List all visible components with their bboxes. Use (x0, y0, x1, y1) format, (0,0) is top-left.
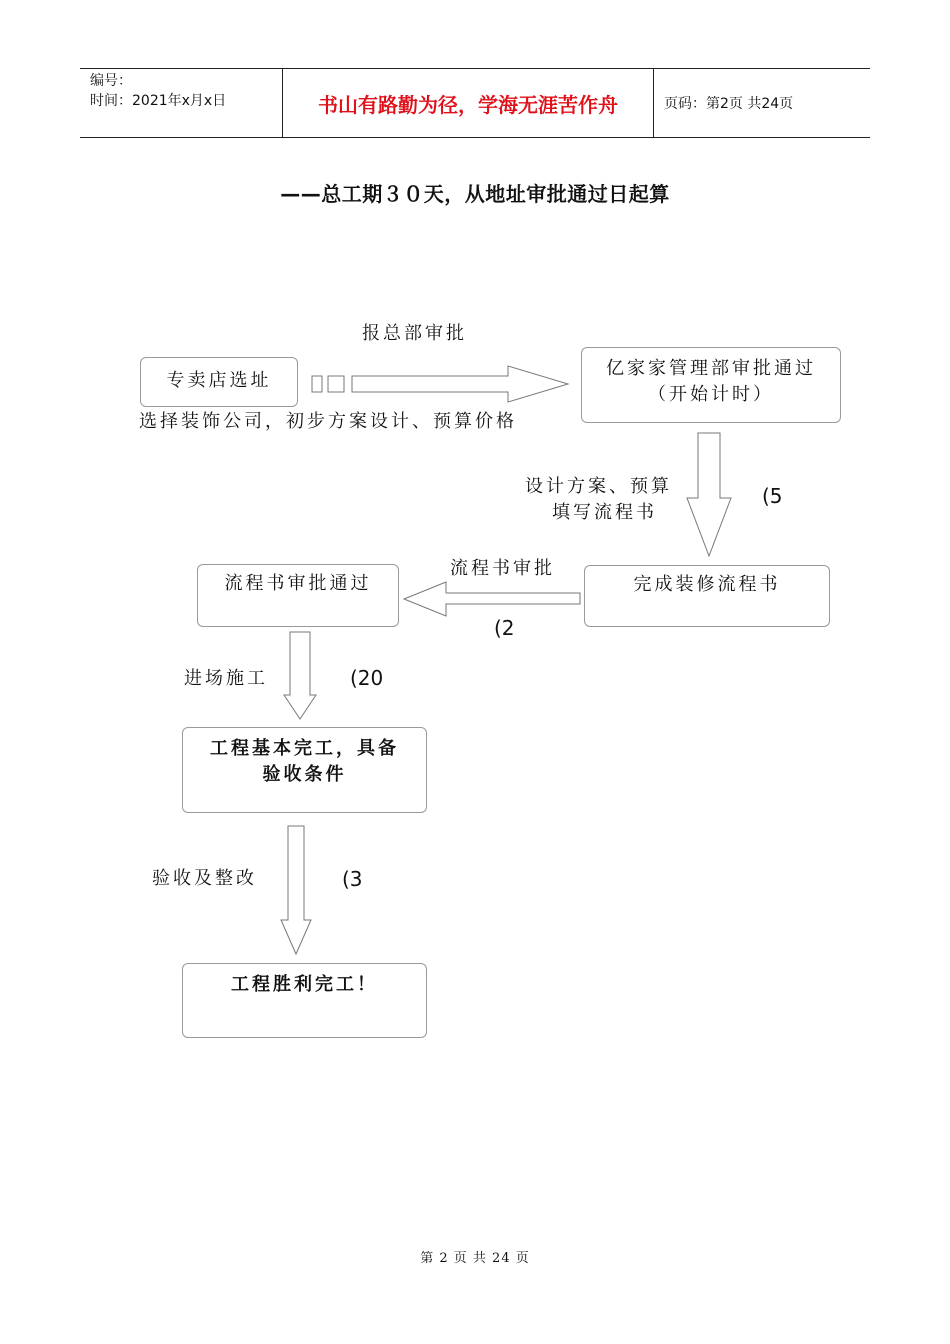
arrow-down (687, 433, 731, 556)
arrow-down (281, 826, 311, 954)
duration-5: (5 (762, 484, 783, 508)
number-label: 编号： (90, 73, 132, 89)
step-headquarters-approval (581, 347, 841, 423)
step-basic-completion-line1: 工程基本完工，具备 (210, 738, 399, 759)
date-label: 时间：2021年x月x日 (90, 93, 227, 109)
arrow-tail-square (312, 376, 322, 392)
step-complete-flow-book-text: 完成装修流程书 (633, 574, 781, 595)
note-select-decorator-text: 选择装饰公司，初步方案设计、预算价格 (139, 411, 517, 432)
arrow-left (404, 582, 580, 616)
arrow-tail-square (328, 376, 344, 392)
page-footer: 第 2 页 共 24 页 (420, 1251, 530, 1266)
note-select-decorator (139, 410, 569, 434)
page-title: ——总工期３０天，从地址审批通过日起算 (280, 182, 670, 206)
step-complete-flow-book (584, 565, 830, 627)
duration-2: (2 (494, 616, 515, 640)
step-flow-book-approved-text: 流程书审批通过 (224, 573, 372, 594)
label-flow-book-review: 流程书审批 (450, 558, 555, 579)
step-headquarters-approval-line2: （开始计时） (648, 384, 774, 405)
step-store-selection (140, 357, 298, 407)
label-design-budget (525, 474, 672, 526)
step-basic-completion-line2: 验收条件 (262, 764, 347, 785)
header-motto: 书山有路勤为径，学海无涯苦作舟 (282, 69, 654, 137)
label-design-budget-line2: 填写流程书 (552, 502, 657, 523)
step-project-completed (182, 963, 427, 1038)
arrow-right (352, 366, 568, 402)
step-flow-book-approved (197, 564, 399, 627)
label-design-budget-line1: 设计方案、预算 (525, 476, 672, 497)
step-project-completed-text: 工程胜利完工！ (231, 974, 378, 995)
label-report-headquarters: 报总部审批 (362, 323, 467, 344)
label-enter-site: 进场施工 (184, 668, 268, 689)
step-headquarters-approval-line1: 亿家家管理部审批通过 (606, 358, 816, 379)
step-store-selection-text: 专卖店选址 (166, 370, 272, 391)
duration-3: (3 (342, 867, 363, 891)
label-acceptance-rectify: 验收及整改 (152, 868, 257, 889)
duration-20: (20 (350, 666, 384, 690)
header-page-info: 页码：第2页 共24页 (664, 96, 794, 112)
step-basic-completion (182, 727, 427, 813)
arrow-down (284, 632, 316, 719)
